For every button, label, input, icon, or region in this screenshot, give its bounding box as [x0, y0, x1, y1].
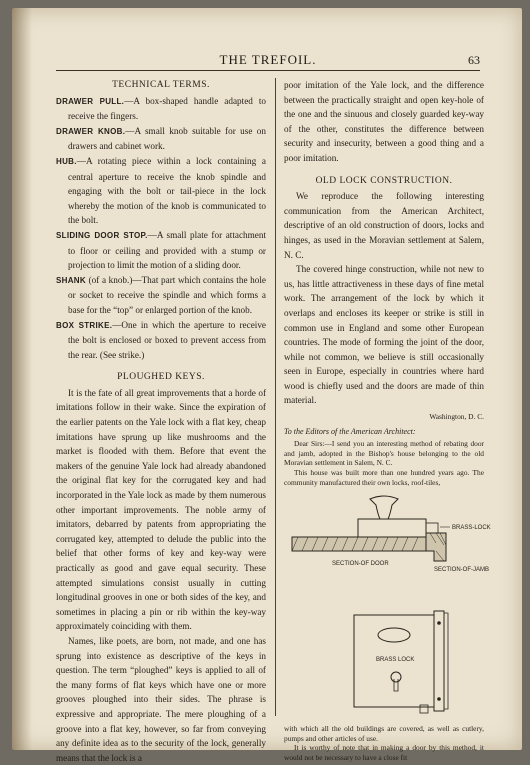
article-paragraph: It is the fate of all great improvements that a horde of imitations follow in their wake. Since the expiration of the earlier patents on the Yale lock with a flat key, cheap imitations have sprung up like mushrooms and the market is flooded with them. Before that event the makers of the genuine Yale lock had already abandoned the original flat key for the corrugated key and had incorporated in the Yale lock as made by them numerous other important improvements. The noble army of imitators, debarred by patents from appropriating the corrugated key, attempted to delude the public into the belief that other forms of key and key-way were practically as good and gave equal security. These attempted simulations consist usually in cutting longitudinal grooves in one or both sides of the key, and sometimes in placing a pin or rib within the key-way approximately coinciding with them. [56, 387, 266, 632]
section-title-technical-terms: TECHNICAL TERMS. [112, 80, 210, 90]
term-definition: (of a knob.)—That part which contains the hole or socket to receive the spindle and which forms a base for the “top” or enlarged portion of the knob. [68, 274, 266, 315]
label-section-door: SECTION-OF DOOR [332, 561, 389, 568]
term-name: DRAWER PULL. [56, 96, 125, 106]
label-brass-lock-front: BRASS LOCK [376, 657, 415, 664]
section-title-old-lock: OLD LOCK CONSTRUCTION. [315, 175, 453, 186]
letter-salutation: To the Editors of the American Architect: [284, 426, 416, 436]
term-definition: —A rotating piece within a lock containing a central aperture to receive the knob spindle and engaging with the bolt or tail-piece in the lock whereby the motion of the knob is communicated to the bolt. [68, 155, 266, 226]
letter-paragraph: Dear Sirs:—I send you an interesting method of rebating door and jamb, adopted in the Bishop's house belonging to the old Moravian settlement in Salem, N. C. [284, 439, 484, 468]
page-header [56, 52, 480, 71]
term-name: SLIDING DOOR STOP. [56, 230, 148, 240]
article-paragraph: Names, like poets, are born, not made, and one has sprung into existence as descriptive of the keys in question. The term “ploughed” keys is applied to all of the many forms of flat keys which have one or more grooves ploughed into their sides. The phrase is expressive and appropriate. The mere ploughing of a groove into a flat key, however, so far from conveying any definite idea as to the security of the lock, generally means that the lock is a [56, 635, 266, 763]
page-number: 63 [468, 53, 480, 67]
letter-paragraph: It is worthy of note that in making a door by this method, it would not be necessary to have a close fit [284, 743, 484, 762]
term-definition: —One in which the aperture to receive the bolt is enclosed or boxed to prevent access from the rear. (See strike.) [68, 319, 266, 360]
article-paragraph: We reproduce the following interesting communication from the American Architect, descriptive of an old construction of doors, locks and hinges, as used in the Moravian settlement at Salem, N. C. [284, 191, 484, 260]
term-entry [56, 273, 266, 318]
keeper-drawing [426, 523, 438, 533]
door-section [292, 537, 426, 551]
left-column [56, 78, 266, 765]
label-section-jamb: SECTION-OF-JAMB [434, 567, 489, 574]
term-definition: —A small plate for attachment to floor or ceiling and provided with a stump or projection to limit the motion of a sliding door. [68, 229, 266, 271]
term-definition: —A small knob suitable for use on drawers and cabinet work. [68, 125, 266, 152]
term-entry [56, 318, 266, 363]
strike-plate [434, 611, 444, 711]
column-rule [275, 78, 276, 716]
lock-diagram [284, 493, 491, 718]
lock-figure [284, 493, 491, 718]
continued-paragraph: poor imitation of the Yale lock, and the difference between the practically straight and open key-hole of the one and the sinuous and closely guarded key-way of the other, constitutes the difference between security and insecurity, between a good thing and a poor imitation. [284, 80, 484, 163]
term-name: HUB. [56, 156, 77, 166]
label-brass-lock-side: BRASS-LOCK [452, 525, 491, 532]
term-definition: —A box-shaped handle adapted to receive the fingers. [68, 95, 266, 122]
knob-rose [378, 628, 410, 642]
article-paragraph: The covered hinge construction, while not new to us, has little attractiveness in these days of fine metal work. The arrangement of the lock by which it overlaps and encloses its keeper or strike is still in common use in England and some other European countries. The mode of forming the joint of the door, while not common, we believe is still occasionally seen in Europe, especially in countries where hard wood is chiefly used and the doors are made of thin material. [284, 264, 484, 406]
magazine-page [12, 8, 522, 763]
right-column [284, 78, 491, 763]
term-entry [56, 154, 266, 228]
screw-bottom [437, 697, 441, 701]
section-title-ploughed-keys: PLOUGHED KEYS. [117, 372, 205, 383]
term-name: SHANK [56, 275, 86, 285]
jamb-section [426, 533, 446, 561]
term-name: BOX STRIKE. [56, 320, 113, 330]
term-entry [56, 94, 266, 124]
hinge-pin [420, 705, 428, 713]
knob-drawing [370, 496, 398, 519]
term-name: DRAWER KNOB. [56, 126, 126, 136]
term-entry [56, 228, 266, 273]
jamb-edge [444, 613, 448, 709]
letter-paragraph: This house was built more than one hundred years ago. The community manufactured their own locks, roof-tiles, [284, 468, 484, 487]
letter-signature: Washington, D. C. [429, 412, 484, 422]
running-head: THE TREFOIL. [219, 52, 317, 67]
letter-paragraph: with which all the old buildings are covered, as well as cutlery, pumps and other articles of use. [284, 724, 484, 743]
keyhole-drawing [394, 679, 398, 691]
term-entry [56, 124, 266, 154]
keyhole-escutcheon [391, 672, 401, 682]
lock-box-side [358, 519, 426, 537]
screw-top [437, 621, 441, 625]
binding-gutter [12, 8, 32, 750]
